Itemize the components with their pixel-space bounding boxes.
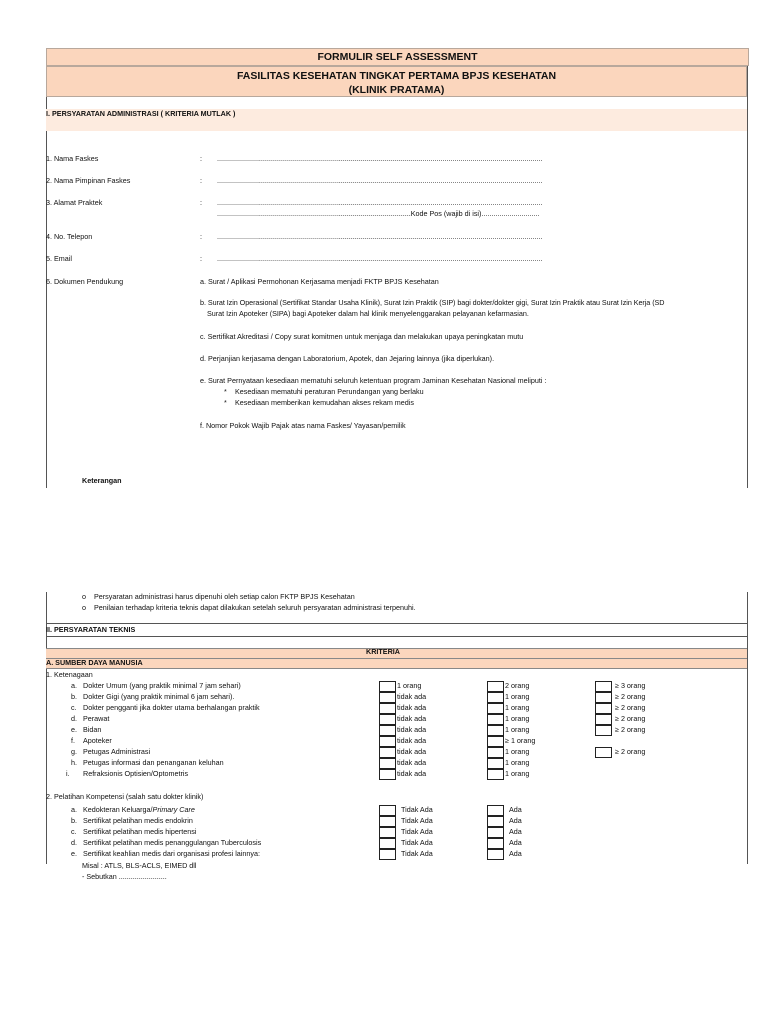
dokumen-d: d. Perjanjian kerjasama dengan Laboratorium, Apotek, dan Jejaring lainnya (jika diperlukan). bbox=[200, 354, 495, 363]
ketenagaan-option-1: tidak ada bbox=[397, 725, 427, 734]
ketenagaan-checkbox[interactable] bbox=[487, 692, 504, 703]
keterangan-label: Keterangan bbox=[82, 476, 122, 485]
pelatihan-title: 2. Pelatihan Kompetensi (salah satu dokter klinik) bbox=[46, 792, 204, 801]
ketenagaan-checkbox[interactable] bbox=[379, 747, 396, 758]
ketenagaan-option-2: 1 orang bbox=[505, 725, 530, 734]
ketenagaan-option-1: tidak ada bbox=[397, 703, 427, 712]
ketenagaan-option-2: 1 orang bbox=[505, 703, 530, 712]
ketenagaan-checkbox[interactable] bbox=[487, 747, 504, 758]
pelatihan-option-2: Ada bbox=[509, 816, 522, 825]
ketenagaan-checkbox[interactable] bbox=[595, 714, 612, 725]
field-colon: : bbox=[200, 198, 202, 207]
note-2: Penilaian terhadap kriteria teknis dapat dilakukan setelah seluruh persyaratan administrasi terpenuhi. bbox=[94, 603, 416, 612]
ketenagaan-letter: h. bbox=[71, 758, 77, 767]
section1-title: I. PERSYARATAN ADMINISTRASI ( KRITERIA MUTLAK ) bbox=[46, 109, 236, 118]
pelatihan-checkbox[interactable] bbox=[487, 838, 504, 849]
ketenagaan-option-1: tidak ada bbox=[397, 714, 427, 723]
pelatihan-option-2: Ada bbox=[509, 849, 522, 858]
ketenagaan-option-2: 1 orang bbox=[505, 769, 530, 778]
pelatihan-name-text: Sertifikat pelatihan medis hipertensi bbox=[83, 827, 197, 836]
ketenagaan-option-1: tidak ada bbox=[397, 758, 427, 767]
dokumen-f: f. Nomor Pokok Wajib Pajak atas nama Faskes/ Yayasan/pemilik bbox=[200, 421, 406, 430]
note-bullet-icon: o bbox=[82, 592, 86, 601]
ketenagaan-option-1: tidak ada bbox=[397, 736, 427, 745]
ketenagaan-checkbox[interactable] bbox=[379, 725, 396, 736]
field-colon: : bbox=[200, 254, 202, 263]
pelatihan-name-text: Kedokteran Keluarga/ bbox=[83, 805, 153, 814]
ketenagaan-name: Dokter Umum (yang praktik minimal 7 jam sehari) bbox=[83, 681, 241, 690]
pelatihan-checkbox[interactable] bbox=[487, 805, 504, 816]
ketenagaan-letter: g. bbox=[71, 747, 77, 756]
ketenagaan-name: Petugas Administrasi bbox=[83, 747, 151, 756]
pelatihan-option-1: Tidak Ada bbox=[401, 805, 433, 814]
divider bbox=[46, 623, 747, 624]
pelatihan-letter: c. bbox=[71, 827, 77, 836]
field-input-alamat[interactable]: ................................................................................................................................................................... bbox=[217, 198, 543, 207]
dokumen-label: 6. Dokumen Pendukung bbox=[46, 277, 124, 286]
ketenagaan-name: Bidan bbox=[83, 725, 102, 734]
pelatihan-checkbox[interactable] bbox=[487, 849, 504, 860]
pelatihan-letter: a. bbox=[71, 805, 77, 814]
pelatihan-checkbox[interactable] bbox=[379, 827, 396, 838]
pelatihan-letter: d. bbox=[71, 838, 77, 847]
ketenagaan-option-3: ≥ 2 orang bbox=[615, 692, 646, 701]
pelatihan-name bbox=[83, 827, 196, 836]
dokumen-e: e. Surat Pernyataan kesediaan mematuhi seluruh ketentuan program Jaminan Kesehatan Nasional meliputi : bbox=[200, 376, 547, 385]
form-subtitle bbox=[46, 66, 747, 97]
pelatihan-name bbox=[83, 816, 193, 825]
ketenagaan-option-3: ≥ 2 orang bbox=[615, 747, 646, 756]
ketenagaan-option-1: tidak ada bbox=[397, 769, 427, 778]
ketenagaan-checkbox[interactable] bbox=[487, 736, 504, 747]
field-colon: : bbox=[200, 232, 202, 241]
pelatihan-option-1: Tidak Ada bbox=[401, 816, 433, 825]
ketenagaan-name: Refraksionis Optisien/Optometris bbox=[83, 769, 189, 778]
ketenagaan-letter: a. bbox=[71, 681, 77, 690]
bullet-icon: * bbox=[224, 398, 227, 407]
pelatihan-name bbox=[83, 849, 260, 858]
field-label-nama-pimpinan: 2. Nama Pimpinan Faskes bbox=[46, 176, 131, 185]
pelatihan-option-2: Ada bbox=[509, 827, 522, 836]
field-input-nama-faskes[interactable]: ................................................................................................................................................................... bbox=[217, 154, 543, 163]
ketenagaan-name: Dokter Gigi (yang praktik minimal 6 jam sehari). bbox=[83, 692, 235, 701]
dokumen-b-line2: Surat Izin Apoteker (SIPA) bagi Apoteker dalam hal klinik menyelenggarakan pelayanan kefarmasian. bbox=[207, 309, 529, 318]
sdm-band bbox=[46, 658, 747, 669]
ketenagaan-checkbox[interactable] bbox=[379, 681, 396, 692]
ketenagaan-checkbox[interactable] bbox=[487, 769, 504, 780]
ketenagaan-checkbox[interactable] bbox=[595, 747, 612, 758]
section2-title: II. PERSYARATAN TEKNIS bbox=[46, 625, 136, 634]
pelatihan-checkbox[interactable] bbox=[379, 816, 396, 827]
ketenagaan-option-3: ≥ 2 orang bbox=[615, 725, 646, 734]
ketenagaan-checkbox[interactable] bbox=[487, 725, 504, 736]
ketenagaan-checkbox[interactable] bbox=[595, 725, 612, 736]
dokumen-a: a. Surat / Aplikasi Permohonan Kerjasama menjadi FKTP BPJS Kesehatan bbox=[200, 277, 439, 286]
ketenagaan-option-3: ≥ 3 orang bbox=[615, 681, 646, 690]
divider bbox=[46, 636, 747, 637]
pelatihan-name-italic: Primary Care bbox=[152, 805, 195, 814]
ketenagaan-option-2: 1 orang bbox=[505, 714, 530, 723]
pelatihan-letter: b. bbox=[71, 816, 77, 825]
pelatihan-name bbox=[83, 805, 195, 814]
dokumen-c: c. Sertifikat Akreditasi / Copy surat komitmen untuk menjaga dan melakukan upaya peningkatan mutu bbox=[200, 332, 524, 341]
ketenagaan-checkbox[interactable] bbox=[379, 769, 396, 780]
pelatihan-option-1: Tidak Ada bbox=[401, 827, 433, 836]
sebutkan-text: - Sebutkan ........................ bbox=[82, 872, 167, 881]
field-input-nama-pimpinan[interactable]: ................................................................................................................................................................... bbox=[217, 176, 543, 185]
pelatihan-name-text: Sertifikat pelatihan medis endokrin bbox=[83, 816, 193, 825]
ketenagaan-option-2: 1 orang bbox=[505, 692, 530, 701]
pelatihan-option-1: Tidak Ada bbox=[401, 838, 433, 847]
pelatihan-option-2: Ada bbox=[509, 805, 522, 814]
ketenagaan-letter: c. bbox=[71, 703, 77, 712]
ketenagaan-checkbox[interactable] bbox=[595, 681, 612, 692]
ketenagaan-checkbox[interactable] bbox=[379, 692, 396, 703]
ketenagaan-checkbox[interactable] bbox=[379, 703, 396, 714]
pelatihan-option-2: Ada bbox=[509, 838, 522, 847]
page1-right-border bbox=[747, 48, 748, 488]
form-subtitle-line1: FASILITAS KESEHATAN TINGKAT PERTAMA BPJS KESEHATAN bbox=[236, 70, 557, 82]
ketenagaan-checkbox[interactable] bbox=[487, 703, 504, 714]
misal-text: Misal : ATLS, BLS-ACLS, EIMED dll bbox=[82, 861, 197, 870]
field-input-telepon[interactable]: ................................................................................................................................................................... bbox=[217, 232, 543, 241]
ketenagaan-name: Dokter pengganti jika dokter utama berhalangan praktik bbox=[83, 703, 260, 712]
dokumen-b-line1: b. Surat Izin Operasional (Sertifikat Standar Usaha Klinik), Surat Izin Praktik (SIP) bagi dokter/dokter gigi, Surat Izin Praktik atau Surat Izin Kerja (SD bbox=[200, 298, 665, 307]
pelatihan-checkbox[interactable] bbox=[379, 849, 396, 860]
ketenagaan-option-1: tidak ada bbox=[397, 747, 427, 756]
field-label-nama-faskes: 1. Nama Faskes bbox=[46, 154, 99, 163]
ketenagaan-option-1: tidak ada bbox=[397, 692, 427, 701]
note-1: Persyaratan administrasi harus dipenuhi oleh setiap calon FKTP BPJS Kesehatan bbox=[94, 592, 355, 601]
note-bullet-icon: o bbox=[82, 603, 86, 612]
ketenagaan-letter: b. bbox=[71, 692, 77, 701]
pelatihan-name-text: Sertifikat keahlian medis dari organisasi profesi lainnya: bbox=[83, 849, 260, 858]
ketenagaan-option-2: 1 orang bbox=[505, 747, 530, 756]
ketenagaan-option-2: ≥ 1 orang bbox=[505, 736, 536, 745]
field-label-telepon: 4. No. Telepon bbox=[46, 232, 93, 241]
field-label-email: 5. Email bbox=[46, 254, 72, 263]
dokumen-e-bullet2: Kesediaan memberikan kemudahan akses rekam medis bbox=[235, 398, 414, 407]
ketenagaan-checkbox[interactable] bbox=[379, 758, 396, 769]
ketenagaan-option-2: 2 orang bbox=[505, 681, 530, 690]
page2-right-border bbox=[747, 592, 748, 864]
pelatihan-option-1: Tidak Ada bbox=[401, 849, 433, 858]
ketenagaan-option-3: ≥ 2 orang bbox=[615, 703, 646, 712]
ketenagaan-checkbox[interactable] bbox=[487, 758, 504, 769]
pelatihan-name bbox=[83, 838, 261, 847]
form-title: FORMULIR SELF ASSESSMENT bbox=[46, 48, 749, 66]
ketenagaan-letter: f. bbox=[71, 736, 75, 745]
field-label-alamat: 3. Alamat Praktek bbox=[46, 198, 103, 207]
ketenagaan-checkbox[interactable] bbox=[595, 703, 612, 714]
form-subtitle-line2: (KLINIK PRATAMA) bbox=[348, 84, 445, 96]
pelatihan-checkbox[interactable] bbox=[487, 816, 504, 827]
ketenagaan-checkbox[interactable] bbox=[487, 681, 504, 692]
ketenagaan-checkbox[interactable] bbox=[595, 692, 612, 703]
ketenagaan-name: Apoteker bbox=[83, 736, 112, 745]
ketenagaan-option-1: 1 orang bbox=[397, 681, 422, 690]
bullet-icon: * bbox=[224, 387, 227, 396]
pelatihan-checkbox[interactable] bbox=[379, 838, 396, 849]
pelatihan-name-text: Sertifikat pelatihan medis penanggulangan Tuberculosis bbox=[83, 838, 262, 847]
field-input-email[interactable]: ................................................................................................................................................................... bbox=[217, 254, 543, 263]
pelatihan-checkbox[interactable] bbox=[379, 805, 396, 816]
ketenagaan-title: 1. Ketenagaan bbox=[46, 670, 93, 679]
ketenagaan-checkbox[interactable] bbox=[487, 714, 504, 725]
ketenagaan-name: Perawat bbox=[83, 714, 110, 723]
sdm-header: A. SUMBER DAYA MANUSIA bbox=[46, 658, 143, 667]
ketenagaan-letter: i. bbox=[66, 769, 70, 778]
pelatihan-checkbox[interactable] bbox=[487, 827, 504, 838]
field-colon: : bbox=[200, 154, 202, 163]
field-input-alamat-kodepos[interactable]: .................................................................................................Kode Pos (wajib di isi)............................. bbox=[217, 209, 540, 218]
ketenagaan-checkbox[interactable] bbox=[379, 736, 396, 747]
ketenagaan-option-3: ≥ 2 orang bbox=[615, 714, 646, 723]
kriteria-header: KRITERIA bbox=[366, 647, 400, 656]
ketenagaan-checkbox[interactable] bbox=[379, 714, 396, 725]
dokumen-e-bullet1: Kesediaan mematuhi peraturan Perundangan yang berlaku bbox=[235, 387, 424, 396]
ketenagaan-letter: e. bbox=[71, 725, 77, 734]
field-colon: : bbox=[200, 176, 202, 185]
ketenagaan-name: Petugas informasi dan penanganan keluhan bbox=[83, 758, 224, 767]
pelatihan-letter: e. bbox=[71, 849, 77, 858]
ketenagaan-letter: d. bbox=[71, 714, 77, 723]
ketenagaan-option-2: 1 orang bbox=[505, 758, 530, 767]
